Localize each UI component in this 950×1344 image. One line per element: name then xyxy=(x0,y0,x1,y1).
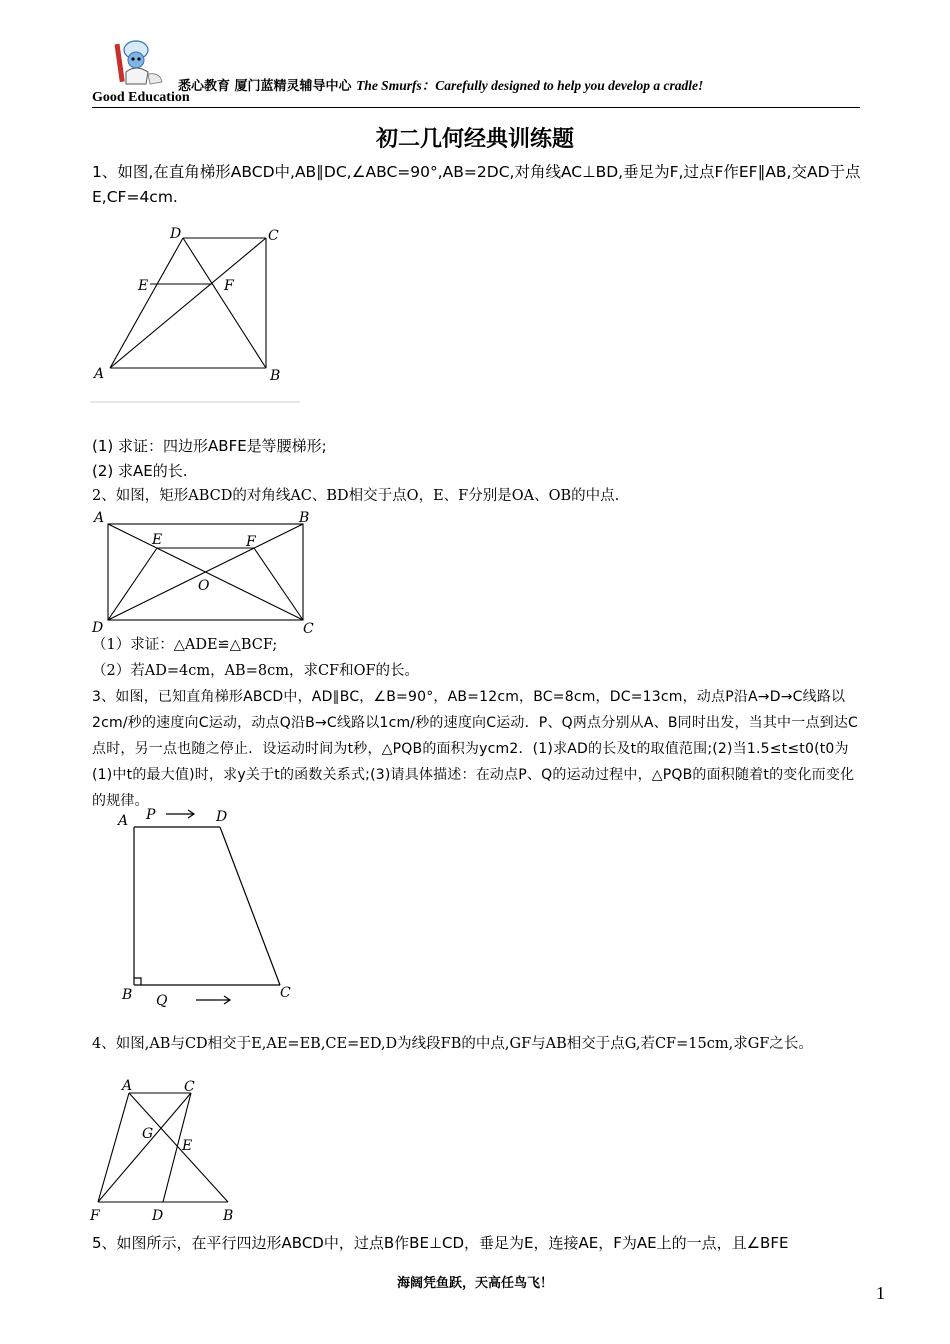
label-B: B xyxy=(223,1208,234,1224)
label-B: B xyxy=(122,987,133,1003)
label-A: A xyxy=(94,366,105,382)
figure-q3 xyxy=(110,803,310,1017)
question-2-sub1: （1）求证：△ADE≌△BCF; xyxy=(92,637,278,653)
figure-q4 xyxy=(88,1076,248,1230)
label-C: C xyxy=(268,228,279,244)
label-E: E xyxy=(152,532,163,548)
question-1-text: 1、如图,在直角梯形ABCD中,AB∥DC,∠ABC=90°,AB=2DC,对角线AC⊥BD,垂足为F,过点F作EF∥AB,交AD于点E,CF=4cm. xyxy=(92,163,861,206)
question-2-sub2: （2）若AD=4cm，AB=8cm，求CF和OF的长。 xyxy=(92,663,420,679)
figure-q1 xyxy=(90,222,302,411)
question-1-sub2: (2) 求AE的长. xyxy=(92,462,188,480)
question-2-text: 2、如图，矩形ABCD的对角线AC、BD相交于点O，E、F分别是OA、OB的中点. xyxy=(92,488,620,504)
header-brand: Good Education xyxy=(92,90,190,105)
header-divider xyxy=(92,107,860,108)
label-D: D xyxy=(216,809,228,825)
question-1-sub1: (1) 求证：四边形ABFE是等腰梯形; xyxy=(92,437,327,455)
label-D: D xyxy=(170,226,182,242)
trapezoid-diagram-q3 xyxy=(110,803,310,1013)
footer-motto: 海阔凭鱼跃，天高任鸟飞！ xyxy=(396,1276,553,1291)
label-C: C xyxy=(184,1079,195,1095)
figure-q2 xyxy=(90,506,320,640)
label-F: F xyxy=(224,278,234,294)
label-D: D xyxy=(152,1208,164,1224)
label-C: C xyxy=(280,985,291,1001)
page-number: 1 xyxy=(876,1283,885,1303)
trapezoid-diagram-q1 xyxy=(90,222,302,407)
header-org xyxy=(178,74,703,94)
header-org-name: 悉心教育 厦门蓝精灵辅导中心 xyxy=(178,79,352,94)
label-B: B xyxy=(299,510,310,526)
question-4-text: 4、如图,AB与CD相交于E,AE=EB,CE=ED,D为线段FB的中点,GF与AB相交于点G,若CF=15cm,求GF之长。 xyxy=(92,1036,813,1052)
label-D: D xyxy=(92,620,104,636)
rectangle-diagram-q2 xyxy=(90,506,320,636)
label-E: E xyxy=(138,278,149,294)
label-E: E xyxy=(182,1138,193,1154)
label-G: G xyxy=(142,1126,154,1142)
label-A: A xyxy=(94,510,105,526)
label-A: A xyxy=(122,1078,133,1094)
label-A: A xyxy=(118,813,129,829)
header-slogan: The Smurfs：Carefully designed to help you develop a cradle! xyxy=(356,78,704,93)
logo xyxy=(112,34,174,90)
label-F: F xyxy=(246,534,256,550)
page-title: 初二几何经典训练题 xyxy=(375,127,574,152)
smurf-logo-icon xyxy=(112,34,174,90)
label-C: C xyxy=(303,621,314,636)
question-3-text: 3、如图，已知直角梯形ABCD中，AD∥BC，∠B=90°，AB=12cm，BC=8cm，DC=13cm，动点P沿A→D→C线路以2cm/秒的速度向C运动，动点Q沿B→C线路以1cm/秒的速度向C运动．P、Q两点分别从A、B同时出发，当其中一点到达C点时，另一点也随之停止．设运动时间为t秒，△PQB的面积为ycm2．(1)求AD的长及t的取值范围;(2)当1.5≤t≤t0(t0为(1)中t的最大值)时，求y关于t的函数关系式;(3)请具体描述：在动点P、Q的运动过程中，△PQB的面积随着t的变化而变化的规律。 xyxy=(92,689,859,809)
label-O: O xyxy=(198,578,210,594)
label-B: B xyxy=(270,368,281,384)
label-P: P xyxy=(146,807,156,823)
question-5-text: 5、如图所示，在平行四边形ABCD中，过点B作BE⊥CD，垂足为E，连接AE，F为AE上的一点，且∠BFE xyxy=(92,1234,789,1252)
label-Q: Q xyxy=(156,993,168,1009)
label-F: F xyxy=(90,1208,100,1224)
crossing-lines-diagram-q4 xyxy=(88,1076,248,1226)
